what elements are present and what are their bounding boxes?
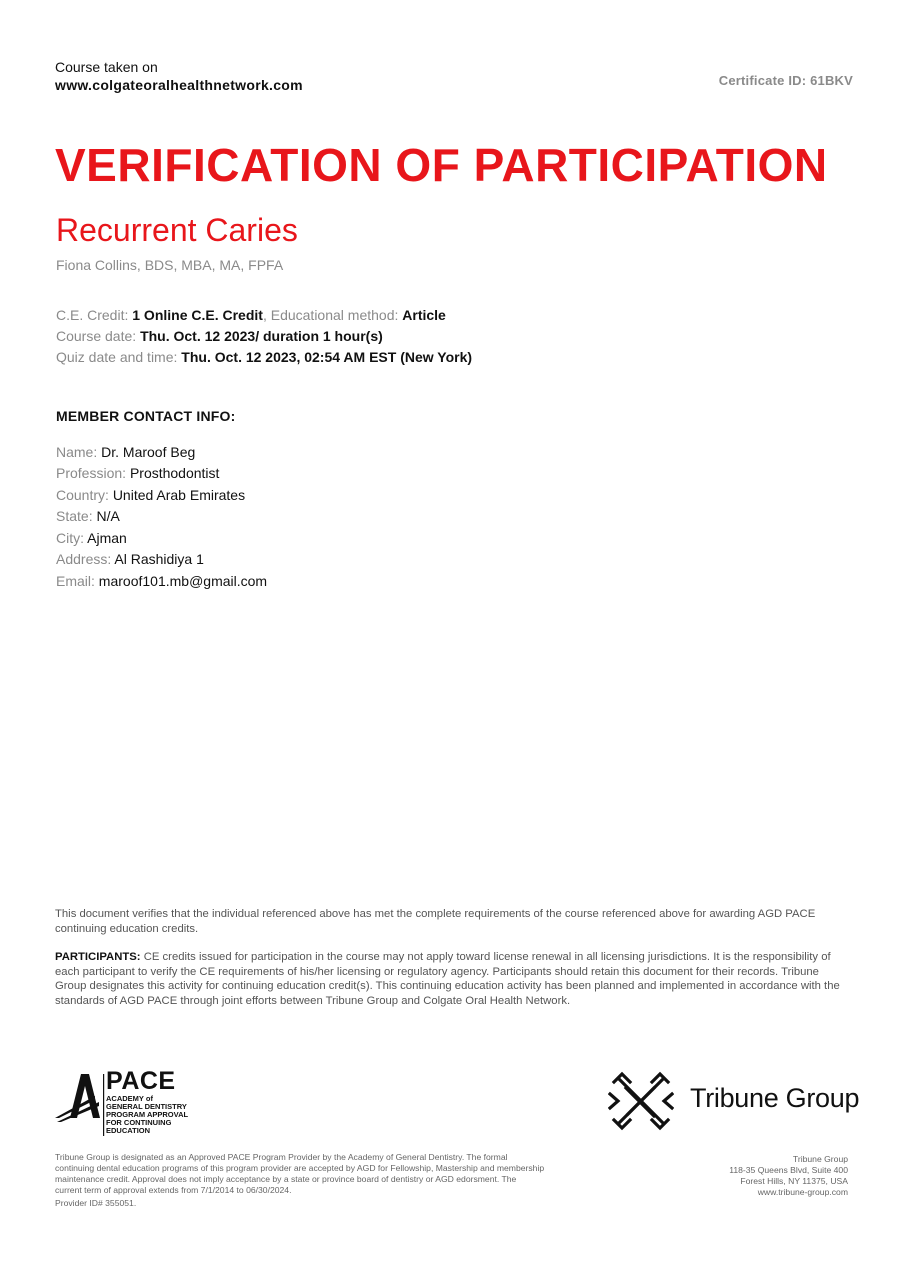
page-title: VERIFICATION OF PARTICIPATION [55, 139, 828, 191]
member-city-label: City: [56, 530, 84, 546]
member-row [56, 486, 245, 504]
member-row [56, 529, 127, 547]
member-profession-value: Prosthodontist [129, 465, 220, 481]
quiz-date-line [56, 348, 472, 366]
ce-credit-label: C.E. Credit: [56, 307, 129, 323]
member-state-value: N/A [96, 508, 120, 524]
member-name-value: Dr. Maroof Beg [101, 444, 196, 460]
tribune-logo [608, 1068, 674, 1139]
pace-line: PROGRAM APPROVAL [106, 1110, 189, 1119]
website-link[interactable]: www.colgateoralhealthnetwork.com [55, 77, 303, 93]
course-taken-label: Course taken on [55, 59, 158, 75]
method-value: Article [402, 307, 446, 323]
course-source [55, 58, 303, 94]
pace-line: EDUCATION [106, 1126, 151, 1135]
course-date-value: Thu. Oct. 12 2023/ duration 1 hour(s) [140, 328, 383, 344]
method-label: , Educational method: [262, 307, 399, 323]
participants-text: CE credits issued for participation in the course may not apply toward license renewal in all licensing jurisdictions. It is the responsibility of each participant to verify the CE requirements of his/her licensing or regulatory agency. Participants should retain this document for their records. Tribune Group designates this activity for continuing education credit(s). This continuing education activity has been planned and implemented in accordance with the standards of AGD PACE through joint efforts between Tribune Group and Colgate Oral Health Network. [55, 951, 840, 1007]
address-line: Tribune Group [792, 1154, 848, 1164]
member-row [56, 443, 195, 461]
participants-notice [55, 950, 845, 1008]
member-row [56, 464, 219, 482]
address-line: Forest Hills, NY 11375, USA [740, 1176, 848, 1186]
course-author: Fiona Collins, BDS, MBA, MA, FPFA [56, 257, 284, 273]
tribune-wordmark: Tribune Group [690, 1083, 860, 1113]
pace-line: GENERAL DENTISTRY [106, 1102, 187, 1111]
tribune-x-icon [608, 1068, 674, 1134]
member-contact-heading: MEMBER CONTACT INFO: [56, 408, 236, 424]
member-country-value: United Arab Emirates [112, 487, 246, 503]
member-profession-label: Profession: [56, 465, 127, 481]
pace-a-icon [55, 1066, 105, 1138]
ce-credit-line [56, 306, 446, 324]
pace-provider-statement: Tribune Group is designated as an Approved PACE Program Provider by the Academy of General Dentistry. The formal continuing dental education programs of this program provider are accepted by AGD for Fellowship, Mastership and membership maintenance credit. Approval does not imply acceptance by a state or province board of dentistry or AGD edorsment. The current term of approval extends from 7/1/2014 to 06/30/2024. [55, 1152, 545, 1195]
ce-credit-value: 1 Online C.E. Credit [132, 307, 263, 323]
quiz-date-value: Thu. Oct. 12 2023, 02:54 AM EST (New York) [181, 349, 473, 365]
pace-line: ACADEMY of [106, 1094, 153, 1103]
member-city-value: Ajman [87, 530, 127, 546]
tribune-address [729, 1154, 848, 1198]
member-email-label: Email: [56, 573, 95, 589]
pace-logo-text [106, 1068, 188, 1135]
member-state-label: State: [56, 508, 93, 524]
member-row [56, 572, 267, 590]
member-address-label: Address: [56, 551, 112, 567]
provider-id: Provider ID# 355051. [55, 1198, 137, 1208]
course-date-line [56, 327, 383, 345]
pace-line: FOR CONTINUING [106, 1118, 172, 1127]
pace-wordmark: PACE [106, 1067, 176, 1095]
member-row [56, 550, 204, 568]
member-address-value: Al Rashidiya 1 [114, 551, 204, 567]
pace-subtitle [106, 1095, 188, 1135]
participants-label: PARTICIPANTS: [55, 951, 141, 963]
address-line: 118-35 Queens Blvd, Suite 400 [729, 1165, 848, 1175]
member-country-label: Country: [56, 487, 109, 503]
verification-statement: This document verifies that the individual referenced above has met the complete requirements of the course referenced above for awarding AGD PACE continuing education credits. [55, 908, 816, 935]
quiz-date-label: Quiz date and time: [56, 349, 178, 365]
certificate-id: Certificate ID: 61BKV [718, 73, 853, 88]
member-name-label: Name: [56, 444, 98, 460]
tribune-website-link[interactable]: www.tribune-group.com [757, 1187, 848, 1197]
member-row [56, 507, 120, 525]
course-date-label: Course date: [56, 328, 137, 344]
course-name: Recurrent Caries [56, 212, 298, 248]
member-email-value[interactable]: maroof101.mb@gmail.com [98, 573, 268, 589]
